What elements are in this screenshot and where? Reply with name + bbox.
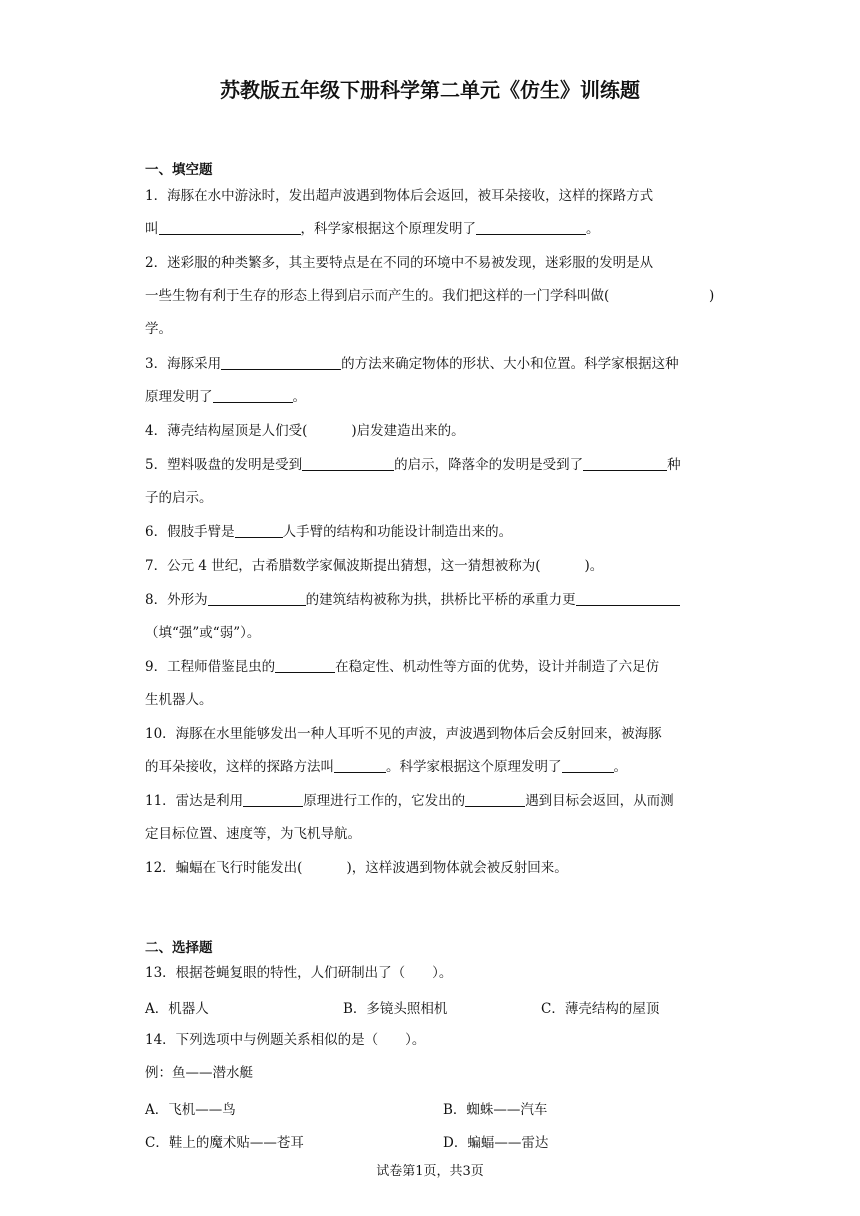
question-14 <box>145 1024 717 1090</box>
question-9 <box>145 651 717 717</box>
section-heading-fill-in: 一、填空题 <box>145 162 213 178</box>
question-text: 4．薄壳结构屋顶是人们受( <box>145 423 308 439</box>
question-text: 6．假肢手臂是 <box>145 524 235 540</box>
question-text: 的耳朵接收，这样的探路方法叫 <box>145 759 334 775</box>
question-text: 3．海豚采用 <box>145 356 222 372</box>
answer-blank[interactable] <box>243 791 303 807</box>
answer-blank[interactable] <box>583 455 667 471</box>
question-text: 12．蝙蝠在飞行时能发出( <box>145 860 303 876</box>
answer-blank[interactable] <box>465 791 525 807</box>
answer-blank[interactable] <box>302 455 394 471</box>
question-text: 。 <box>292 389 306 405</box>
question-text: 子的启示。 <box>145 490 213 506</box>
question-text: 的启示，降落伞的发明是受到了 <box>394 457 584 473</box>
question-12 <box>145 852 717 885</box>
option-c[interactable]: C．薄壳结构的屋顶 <box>541 1001 660 1017</box>
option-d[interactable]: D．蝙蝠——雷达 <box>443 1135 549 1151</box>
question-3 <box>145 348 717 414</box>
page-footer: 试卷第1页，共3页 <box>376 1164 484 1179</box>
question-text: 5．塑料吸盘的发明是受到 <box>145 457 303 473</box>
question-text: 。科学家根据这个原理发明了 <box>386 759 562 775</box>
question-text: 。 <box>586 221 600 237</box>
answer-blank[interactable] <box>275 657 335 673</box>
page-title: 苏教版五年级下册科学第二单元《仿生》训练题 <box>220 78 640 102</box>
question-text: 1．海豚在水中游泳时，发出超声波遇到物体后会返回，被耳朵接收，这样的探路方式 <box>145 188 654 204</box>
answer-blank[interactable] <box>562 757 614 773</box>
question-text: 叫 <box>145 221 159 237</box>
answer-blank[interactable] <box>221 354 341 370</box>
question-text: 11．雷达是利用 <box>145 793 244 809</box>
example-text: 例：鱼——潜水艇 <box>145 1065 253 1081</box>
question-text: 。 <box>613 759 627 775</box>
option-b[interactable]: B．蜘蛛——汽车 <box>443 1102 548 1118</box>
question-text: 原理进行工作的，它发出的 <box>303 793 466 809</box>
question-5 <box>145 449 717 515</box>
answer-blank[interactable] <box>334 757 386 773</box>
question-6 <box>145 516 717 549</box>
question-11 <box>145 785 717 851</box>
question-text: 7．公元 4 世纪，古希腊数学家佩波斯提出猜想，这一猜想被称为( <box>145 558 541 574</box>
question-text: 9．工程师借鉴昆虫的 <box>145 659 276 675</box>
question-text: 10．海豚在水里能够发出一种人耳听不见的声波，声波遇到物体后会反射回来，被海豚 <box>145 726 662 742</box>
question-text: 一些生物有利于生存的形态上得到启示而产生的。我们把这样的一门学科叫做( <box>145 288 610 304</box>
question-text: 的方法来确定物体的形状、大小和位置。科学家根据这种 <box>341 356 679 372</box>
question-text: 学。 <box>145 321 172 337</box>
answer-blank[interactable] <box>476 219 586 235</box>
question-text: )启发建造出来的。 <box>351 423 465 439</box>
question-text: 原理发明了 <box>145 389 213 405</box>
question-text: （填“强”或“弱”）。 <box>145 625 261 641</box>
question-13 <box>145 957 717 990</box>
question-text: 2．迷彩服的种类繁多，其主要特点是在不同的环境中不易被发现，迷彩服的发明是从 <box>145 255 654 271</box>
question-text: 14．下列选项中与例题关系相似的是（ ）。 <box>145 1032 426 1048</box>
question-text: 定目标位置、速度等，为飞机导航。 <box>145 826 361 842</box>
question-text: 在稳定性、机动性等方面的优势，设计并制造了六足仿 <box>335 659 660 675</box>
question-text: 生机器人。 <box>145 692 213 708</box>
section-heading-multiple-choice: 二、选择题 <box>145 940 213 956</box>
answer-blank[interactable] <box>235 522 283 538</box>
question-text: 的建筑结构被称为拱，拱桥比平桥的承重力更 <box>305 592 576 608</box>
question-4 <box>145 415 717 448</box>
question-text: 遇到目标会返回，从而测 <box>525 793 674 809</box>
question-text: 人手臂的结构和功能设计制造出来的。 <box>282 524 513 540</box>
question-8 <box>145 584 717 650</box>
option-c[interactable]: C．鞋上的魔术贴——苍耳 <box>145 1135 304 1151</box>
answer-blank[interactable] <box>159 219 301 235</box>
answer-blank[interactable] <box>208 590 306 606</box>
question-text: ) <box>709 288 715 304</box>
question-text: ，科学家根据这个原理发明了 <box>300 221 476 237</box>
question-text: 13．根据苍蝇复眼的特性，人们研制出了（ ）。 <box>145 965 453 981</box>
question-1 <box>145 180 717 246</box>
question-7 <box>145 550 717 583</box>
question-text: 种 <box>667 457 681 473</box>
answer-blank[interactable] <box>576 590 680 606</box>
question-10 <box>145 718 717 784</box>
question-text: 8．外形为 <box>145 592 208 608</box>
question-2 <box>145 247 717 346</box>
option-a[interactable]: A．机器人 <box>145 1001 209 1017</box>
option-b[interactable]: B．多镜头照相机 <box>343 1001 448 1017</box>
question-text: )。 <box>584 558 604 574</box>
answer-blank[interactable] <box>213 387 293 403</box>
question-text: )，这样波遇到物体就会被反射回来。 <box>346 860 568 876</box>
option-a[interactable]: A．飞机——鸟 <box>145 1102 236 1118</box>
